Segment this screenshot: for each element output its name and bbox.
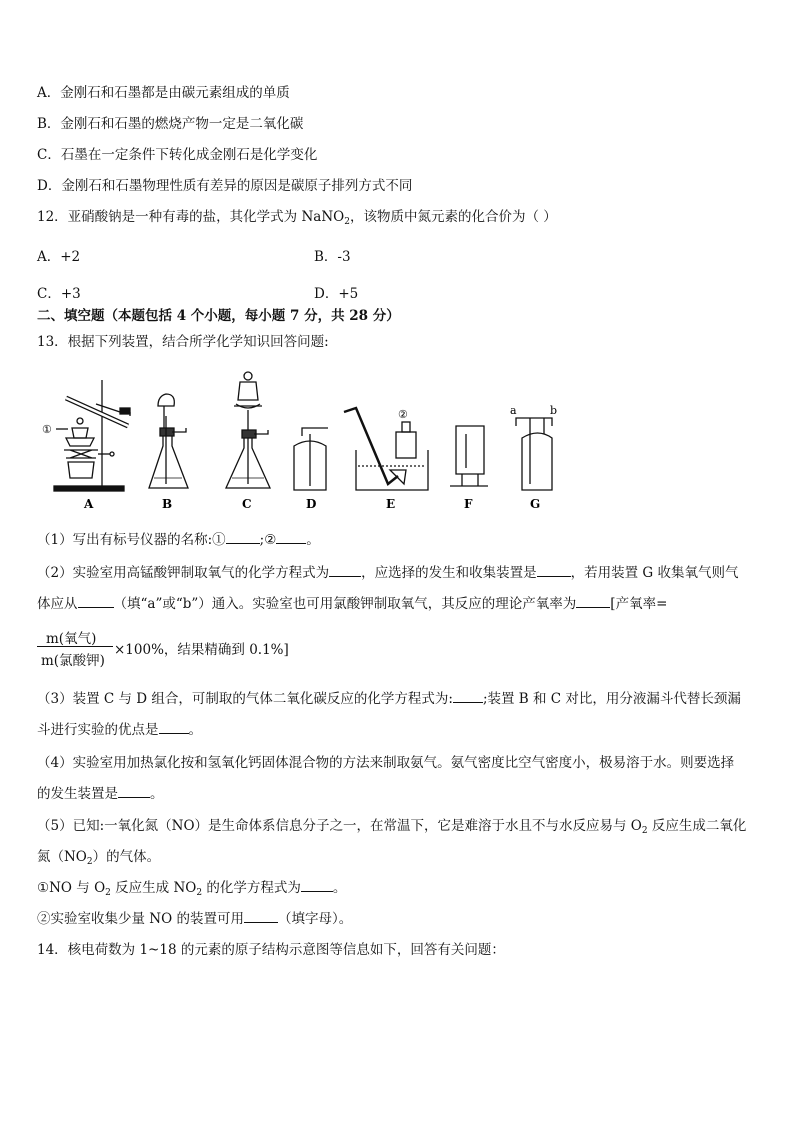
answer-blank[interactable] (301, 879, 333, 892)
q12-option-c: C．+3 (37, 286, 81, 302)
q12-option-a: A．+2 (37, 249, 81, 265)
port-b-label: b (550, 404, 558, 417)
q13-part4-line1: （4）实验室用加热氯化按和氢氧化钙固体混合物的方法来制取氨气。氨气密度比空气密度小，极易溶于水。则要选择 (37, 755, 735, 771)
q11-option-c: C．石墨在一定条件下转化成金刚石是化学变化 (37, 147, 318, 163)
q13-stem: 13．根据下列装置，结合所学化学知识回答问题: (37, 334, 329, 350)
section-heading: 二、填空题（本题包括 4 个小题，每小题 7 分，共 28 分） (37, 308, 400, 324)
label-b: B (162, 497, 173, 511)
answer-blank[interactable] (276, 531, 306, 544)
q13-part1: （1）写出有标号仪器的名称:① ;② 。 (37, 532, 320, 548)
label-c: C (242, 497, 252, 511)
q13-part4-line2: 的发生装置是 。 (37, 786, 164, 802)
formula-denominator: m(氯酸钾) (41, 653, 105, 669)
formula-numerator: m(氧气) (46, 631, 97, 647)
answer-blank[interactable] (78, 595, 114, 608)
answer-blank[interactable] (537, 564, 571, 577)
label-f: F (464, 497, 473, 511)
apparatus-c (226, 372, 270, 488)
q14-stem: 14．核电荷数为 1~18 的元素的原子结构示意图等信息如下，回答有关问题： (37, 942, 505, 958)
q13-part2-line2: 体应从 （填“a”或“b”）通入。实验室也可用氯酸钾制取氧气，其反应的理论产氧率为 [产氧率= (37, 596, 668, 612)
marker-1: ① (42, 423, 52, 436)
label-e: E (386, 497, 396, 511)
q13-part5-ii: ②实验室收集少量 NO 的装置可用 （填字母）。 (37, 911, 353, 927)
q11-option-b: B．金刚石和石墨的燃烧产物一定是二氧化碳 (37, 116, 304, 132)
apparatus-f (450, 426, 488, 486)
q13-part3-line1: （3）装置 C 与 D 组合，可制取的气体二氧化碳反应的化学方程式为: ;装置 B 和 C 对比，用分液漏斗代替长颈漏 (37, 691, 741, 707)
label-g: G (530, 497, 541, 511)
label-a: A (84, 497, 94, 511)
label-d: D (306, 497, 317, 511)
answer-blank[interactable] (159, 721, 189, 734)
apparatus-e (344, 408, 428, 490)
apparatus-g (516, 418, 552, 490)
q13-part5-i: ①NO 与 $O_2$ 反应生成 $NO_2$ 的化学方程式为 。 (37, 880, 347, 898)
apparatus-a (54, 380, 130, 491)
answer-blank[interactable] (244, 910, 278, 923)
answer-blank[interactable] (329, 564, 361, 577)
apparatus-figure (36, 366, 566, 514)
q13-part5-line1: （5）已知:一氧化氮（NO）是生命体系信息分子之一，在常温下，它是难溶于水且不与水反应易与 $O_2$ 反应生成二氧化 (37, 818, 747, 836)
answer-blank[interactable] (226, 531, 260, 544)
q13-part2-line1: （2）实验室用高锰酸钾制取氧气的化学方程式为 ，应选择的发生和收集装置是 ，若用装置 G 收集氧气则气 (37, 565, 739, 581)
fraction-bar (37, 646, 113, 647)
port-a-label: a (510, 404, 517, 417)
marker-2: ② (398, 408, 408, 421)
q12-stem: 12．亚硝酸钠是一种有毒的盐，其化学式为 NaNO$_2$，该物质中氮元素的化合价为（ ） (37, 209, 557, 227)
q11-option-a: A．金刚石和石墨都是由碳元素组成的单质 (37, 85, 290, 101)
answer-blank[interactable] (118, 785, 150, 798)
q12-option-d: D．+5 (314, 286, 359, 302)
apparatus-b (149, 394, 188, 488)
q11-option-d: D．金刚石和石墨物理性质有差异的原因是碳原子排列方式不同 (37, 178, 413, 194)
q12-option-b: B．-3 (314, 249, 351, 265)
formula-suffix: ×100%，结果精确到 0.1%] (114, 642, 289, 658)
q13-part3-line2: 斗进行实验的优点是 。 (37, 722, 202, 738)
q13-part5-line2: 氮$(NO_2)$的气体。 (37, 849, 161, 867)
answer-blank[interactable] (453, 690, 483, 703)
apparatus-d (294, 428, 328, 490)
answer-blank[interactable] (576, 595, 610, 608)
